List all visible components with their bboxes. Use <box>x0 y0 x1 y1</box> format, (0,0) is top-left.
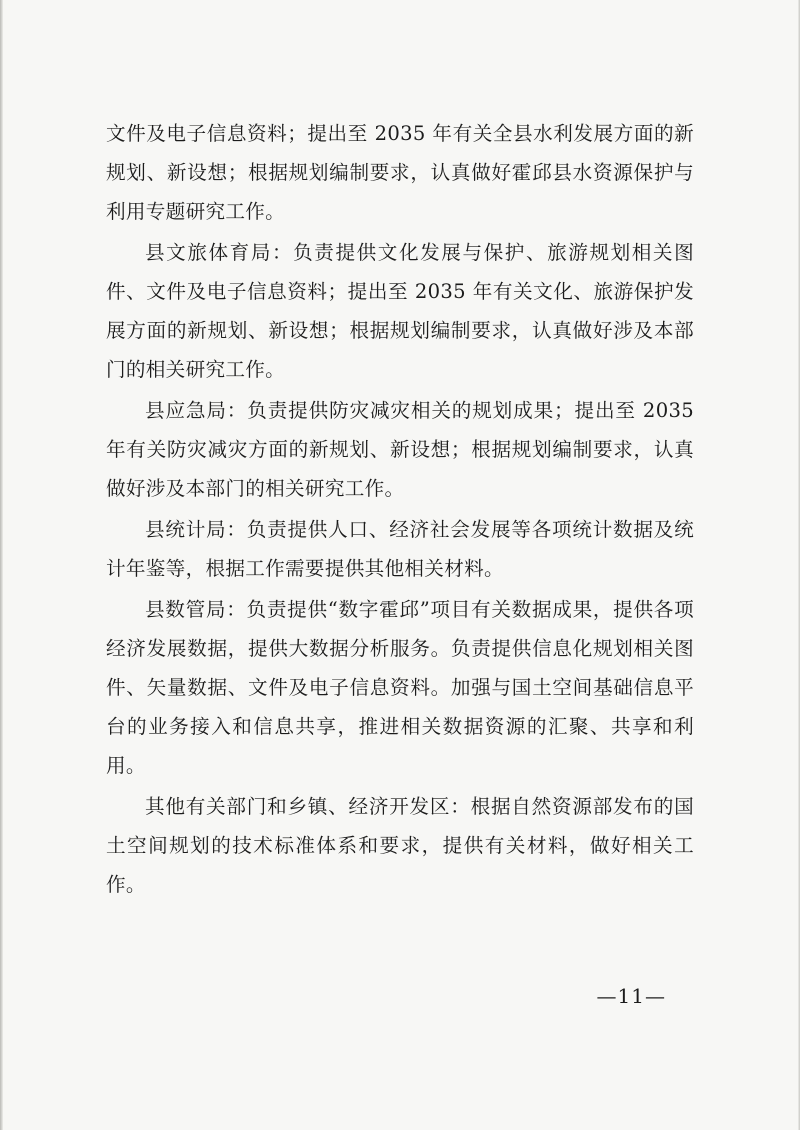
document-body <box>106 114 694 906</box>
paragraph-culture-tourism-bureau: 县文旅体育局：负责提供文化发展与保护、旅游规划相关图件、文件及电子信息资料；提出至 2035 年有关文化、旅游保护发展方面的新规划、新设想；根据规划编制要求，认真做好涉及本部门的相关研究工作。 <box>106 241 694 381</box>
paragraph-statistics-bureau: 县统计局：负责提供人口、经济社会发展等各项统计数据及统计年鉴等，根据工作需要提供其他相关材料。 <box>106 518 694 580</box>
paragraph-emergency-bureau: 县应急局：负责提供防灾减灾相关的规划成果；提出至 2035 年有关防灾减灾方面的新规划、新设想；根据规划编制要求，认真做好涉及本部门的相关研究工作。 <box>106 399 694 500</box>
paragraph-data-management-bureau: 县数管局：负责提供“数字霍邱”项目有关数据成果，提供各项经济发展数据，提供大数据分析服务。负责提供信息化规划相关图件、矢量数据、文件及电子信息资料。加强与国土空间基础信息平台的业务接入和信息共享，推进相关数据资源的汇聚、共享和利用。 <box>106 598 694 777</box>
paragraph-other-departments: 其他有关部门和乡镇、经济开发区：根据自然资源部发布的国土空间规划的技术标准体系和要求，提供有关材料，做好相关工作。 <box>106 795 694 896</box>
scan-edge-left <box>0 0 3 1130</box>
page-number: —11— <box>596 984 666 1008</box>
paragraph-water-resources-continued: 文件及电子信息资料；提出至 2035 年有关全县水利发展方面的新规划、新设想；根据规划编制要求，认真做好霍邱县水资源保护与利用专题研究工作。 <box>106 122 694 223</box>
